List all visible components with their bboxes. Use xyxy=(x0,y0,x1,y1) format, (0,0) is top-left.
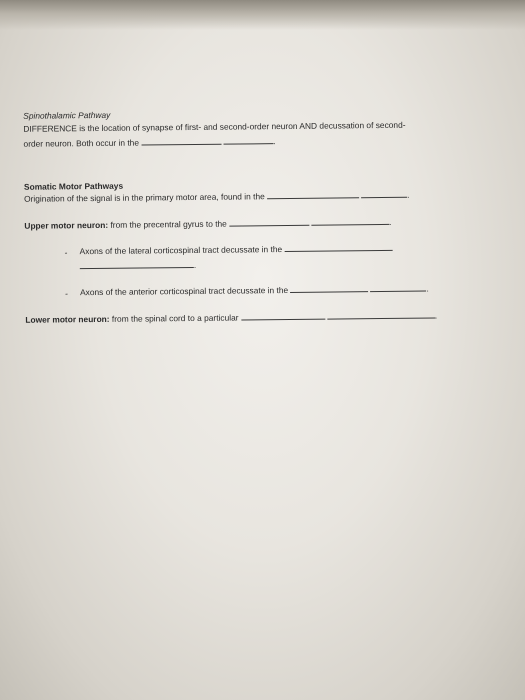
upper-motor-neuron-label: Upper motor neuron: xyxy=(24,219,109,231)
answer-blank-1b[interactable] xyxy=(223,135,276,147)
answer-blank-3a[interactable] xyxy=(229,217,309,227)
anterior-line xyxy=(80,283,429,298)
bullet-dash: - xyxy=(65,288,68,299)
upper-motor-neuron-text: from the precentral gyrus to the xyxy=(108,218,227,230)
answer-blank-5b[interactable] xyxy=(370,283,429,294)
lower-motor-neuron-text: from the spinal cord to a particular xyxy=(109,312,239,324)
answer-blank-4b[interactable] xyxy=(80,259,197,270)
answer-blank-2a[interactable] xyxy=(267,189,359,199)
answer-blank-2b[interactable] xyxy=(361,189,410,200)
answer-blank-6a[interactable] xyxy=(241,311,325,321)
spinothalamic-line-2 xyxy=(23,135,275,149)
period: . xyxy=(273,136,276,147)
anterior-text: Axons of the anterior corticospinal tract decussate in the xyxy=(80,284,289,298)
somatic-title: Somatic Motor Pathways xyxy=(23,180,124,192)
answer-blank-5a[interactable] xyxy=(290,283,368,293)
spinothalamic-line-2-text: order neuron. Both occur in the xyxy=(23,137,140,149)
period: . xyxy=(389,216,392,227)
spinothalamic-title: Spinothalamic Pathway xyxy=(23,109,111,121)
spinothalamic-line-1: DIFFERENCE is the location of synapse of first- and second-order neuron AND decussation of second- xyxy=(23,119,406,134)
answer-blank-6b[interactable] xyxy=(327,309,438,321)
bullet-dash: - xyxy=(64,247,68,258)
lower-motor-neuron-line xyxy=(25,309,437,324)
answer-blank-1a[interactable] xyxy=(141,136,221,146)
period: . xyxy=(193,259,197,270)
lateral-line xyxy=(80,242,393,256)
origination-text: Origination of the signal is in the primary motor area, found in the xyxy=(24,191,265,204)
lower-motor-neuron-label: Lower motor neuron: xyxy=(25,313,110,325)
period: . xyxy=(426,283,429,294)
period: . xyxy=(434,310,438,321)
answer-blank-4a[interactable] xyxy=(284,242,392,252)
answer-blank-3b[interactable] xyxy=(311,216,392,227)
lateral-text: Axons of the lateral corticospinal tract decussate in the xyxy=(79,244,283,257)
lateral-line-2 xyxy=(80,259,196,271)
upper-motor-neuron-line xyxy=(24,216,391,231)
period: . xyxy=(407,189,410,200)
